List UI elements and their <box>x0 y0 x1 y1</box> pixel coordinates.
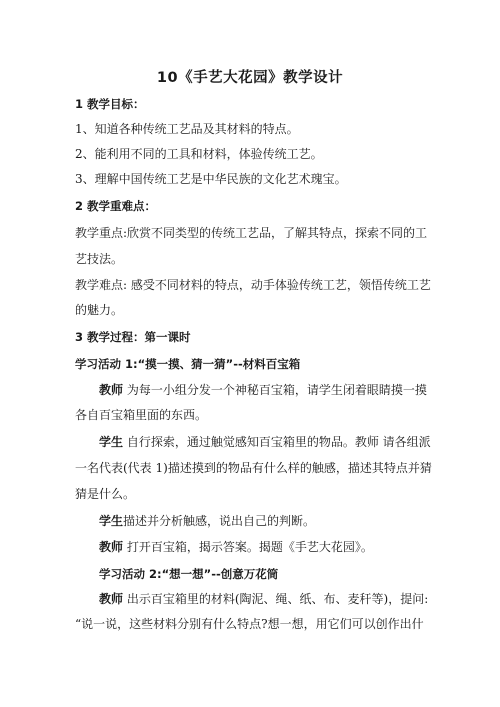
activity1-paragraph-2-cont-1: 一名代表(代表 1)描述摸到的物品有什么样的触感，描述其特点并猜 <box>75 461 432 475</box>
paragraph-text: 出示百宝箱里的材料(陶泥、绳、纸、布、麦秆等)，提问: <box>126 592 429 606</box>
paragraph-text: 打开百宝箱，揭示答案。揭题《手艺大花园》。 <box>126 540 373 554</box>
objective-item-3: 3、理解中国传统工艺是中华民族的文化艺术瑰宝。 <box>75 172 347 186</box>
objective-item-2: 2、能利用不同的工具和材料，体验传统工艺。 <box>75 147 323 161</box>
difficulty-line-2: 的魅力。 <box>75 303 124 317</box>
role-label-student: 学生 <box>99 514 124 528</box>
activity1-paragraph-2-cont-2: 猜是什么。 <box>75 487 136 501</box>
activity1-paragraph-2 <box>99 435 431 449</box>
activity2-paragraph-1 <box>99 592 428 606</box>
role-label-teacher: 教师 <box>99 540 124 554</box>
activity2-heading: 学习活动 2:“想一想”--创意万花筒 <box>99 567 279 581</box>
activity1-paragraph-1-cont: 各自百宝箱里面的东西。 <box>75 408 208 422</box>
focus-line-2: 艺技法。 <box>75 252 124 266</box>
activity1-paragraph-3 <box>99 514 315 528</box>
focus-line-1: 教学重点:欣赏不同类型的传统工艺品，了解其特点，探索不同的工 <box>75 226 428 240</box>
activity1-paragraph-1 <box>99 383 427 397</box>
activity2-paragraph-1-cont: “说一说，这些材料分别有什么特点?想一想，用它们可以创作出什 <box>75 617 424 631</box>
role-label-teacher: 教师 <box>99 383 124 397</box>
activity1-heading: 学习活动 1:“摸一摸、猜一猜”--材料百宝箱 <box>75 357 301 371</box>
objective-item-1: 1、知道各种传统工艺品及其材料的特点。 <box>75 122 299 136</box>
document-title: 10《手艺大花园》教学设计 <box>156 70 344 86</box>
paragraph-text: 自行探索，通过触觉感知百宝箱里的物品。教师 请各组派 <box>126 435 431 449</box>
process-heading: 3 教学过程：第一课时 <box>75 330 191 344</box>
role-label-teacher: 教师 <box>99 592 124 606</box>
paragraph-text: 为每一小组分发一个神秘百宝箱，请学生闭着眼睛摸一摸 <box>126 383 427 397</box>
objectives-heading: 1 教学目标： <box>75 97 145 111</box>
activity1-paragraph-4 <box>99 540 373 554</box>
key-points-heading: 2 教学重难点： <box>75 199 157 213</box>
paragraph-text: 描述并分析触感，说出自己的判断。 <box>123 514 316 528</box>
difficulty-line-1: 教学难点: 感受不同材料的特点，动手体验传统工艺，领悟传统工艺 <box>75 278 431 292</box>
role-label-student: 学生 <box>99 435 124 449</box>
